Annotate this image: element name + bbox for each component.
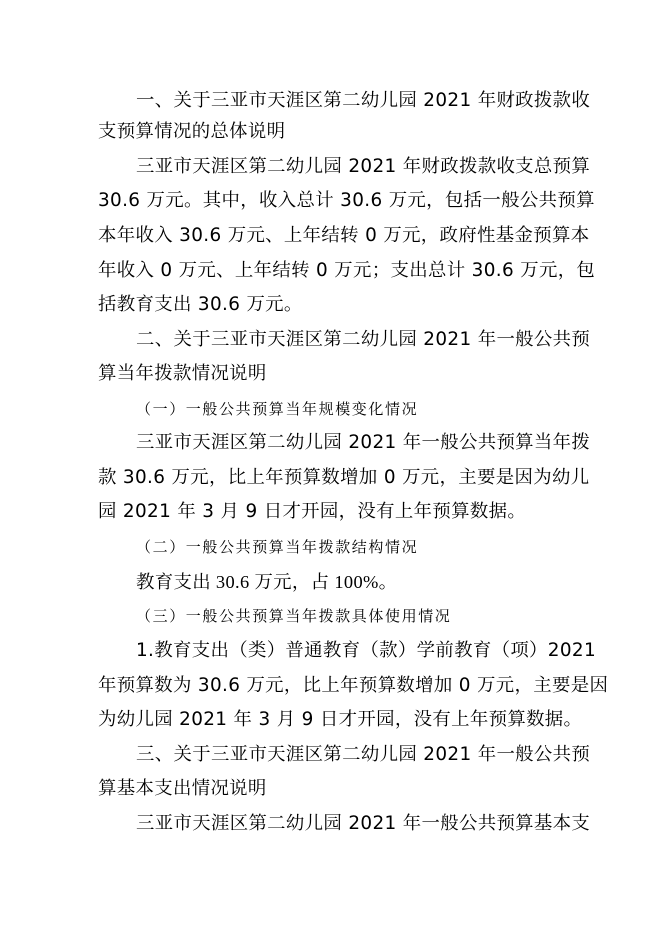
subsection-1-heading: （一）一般公共预算当年规模变化情况 (136, 400, 419, 418)
paragraph-line: 括教育支出 30.6 万元。 (98, 294, 303, 315)
paragraph-line: 款 30.6 万元，比上年预算数增加 0 万元，主要是因为幼儿 (98, 467, 590, 488)
subsection-3-heading: （三）一般公共预算当年拨款具体使用情况 (136, 607, 452, 625)
section-1-heading-line-2: 支预算情况的总体说明 (98, 121, 286, 142)
paragraph-line: 年预算数为 30.6 万元，比上年预算数增加 0 万元，主要是因 (98, 675, 609, 696)
paragraph-line: 30.6 万元。其中，收入总计 30.6 万元，包括一般公共预算 (98, 190, 595, 211)
paragraph-line: 教育支出 30.6 万元，占 100%。 (136, 572, 398, 592)
section-3-heading-line-1: 三、关于三亚市天涯区第二幼儿园 2021 年一般公共预 (136, 744, 591, 765)
subsection-2-heading: （二）一般公共预算当年拨款结构情况 (136, 538, 419, 556)
paragraph-line: 三亚市天涯区第二幼儿园 2021 年一般公共预算基本支 (136, 813, 591, 834)
paragraph-line: 1.教育支出（类）普通教育（款）学前教育（项）2021 (136, 640, 597, 661)
paragraph-line: 三亚市天涯区第二幼儿园 2021 年财政拨款收支总预算 (136, 156, 591, 177)
paragraph-line: 年收入 0 万元、上年结转 0 万元；支出总计 30.6 万元，包 (98, 260, 596, 281)
paragraph-line: 三亚市天涯区第二幼儿园 2021 年一般公共预算当年拨 (136, 432, 591, 453)
section-2-heading-line-1: 二、关于三亚市天涯区第二幼儿园 2021 年一般公共预 (136, 329, 591, 350)
paragraph-line: 为幼儿园 2021 年 3 月 9 日才开园，没有上年预算数据。 (98, 709, 583, 730)
paragraph-line: 园 2021 年 3 月 9 日才开园，没有上年预算数据。 (98, 501, 527, 522)
section-2-heading-line-2: 算当年拨款情况说明 (98, 363, 267, 384)
section-1-heading-line-1: 一、关于三亚市天涯区第二幼儿园 2021 年财政拨款收 (136, 90, 591, 111)
section-3-heading-line-2: 算基本支出情况说明 (98, 778, 267, 799)
paragraph-line: 本年收入 30.6 万元、上年结转 0 万元，政府性基金预算本 (98, 225, 590, 246)
